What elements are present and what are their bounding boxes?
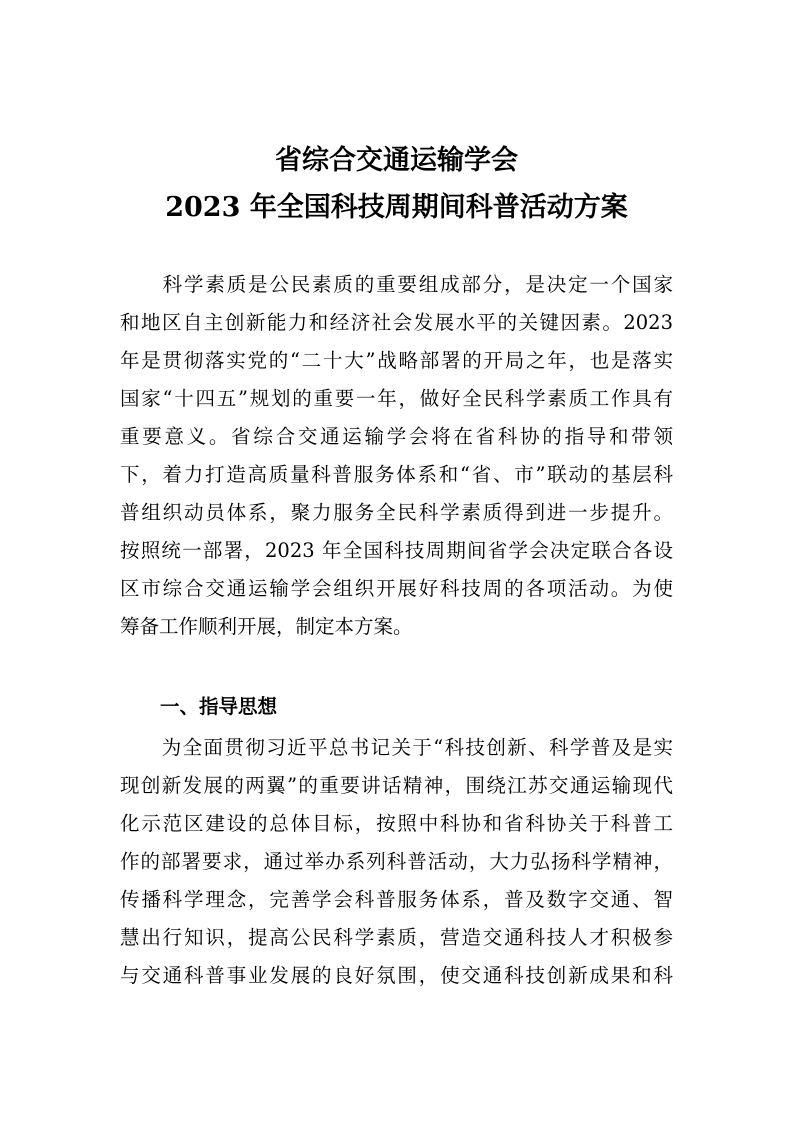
paragraph-line: 与交通科普事业发展的良好氛围，使交通科技创新成果和科 [120,964,673,987]
paragraph-line: 重要意义。省综合交通运输学会将在省科协的指导和带领 [120,425,673,448]
paragraph-line: 区市综合交通运输学会组织开展好科技周的各项活动。为使 [120,577,673,600]
paragraph-line: 作的部署要求，通过举办系列科普活动，大力弘扬科学精神， [120,850,673,873]
paragraph-line: 慧出行知识，提高公民科学素质，营造交通科技人才积极参 [120,926,673,949]
section-heading-guiding-ideology: 一、指导思想 [160,695,278,718]
paragraph-line: 按照统一部署，2023 年全国科技周期间省学会决定联合各设 [120,539,673,562]
paragraph-line: 普组织动员体系，聚力服务全民科学素质得到进一步提升。 [120,501,673,524]
paragraph-line: 为全面贯彻习近平总书记关于“科技创新、科学普及是实 [120,736,673,759]
document-title-line-2: 2023 年全国科技周期间科普活动方案 [165,192,628,223]
document-title-line-1: 省综合交通运输学会 [275,145,518,176]
paragraph-line: 现创新发展的两翼”的重要讲话精神，围绕江苏交通运输现代 [120,774,673,797]
paragraph-line: 国家“十四五”规划的重要一年，做好全民科学素质工作具有 [120,387,673,410]
paragraph-line: 和地区自主创新能力和经济社会发展水平的关键因素。2023 [120,311,673,334]
section-1-paragraph [120,729,673,995]
paragraph-line: 传播科学理念，完善学会科普服务体系，普及数字交通、智 [120,888,673,911]
paragraph-line: 筹备工作顺利开展，制定本方案。 [120,615,413,638]
paragraph-line: 下，着力打造高质量科普服务体系和“省、市”联动的基层科 [120,463,673,486]
paragraph-line: 年是贯彻落实党的“二十大”战略部署的开局之年，也是落实 [120,349,673,372]
paragraph-line: 科学素质是公民素质的重要组成部分，是决定一个国家 [120,273,673,296]
intro-paragraph [120,266,673,646]
paragraph-line: 化示范区建设的总体目标，按照中科协和省科协关于科普工 [120,812,673,835]
